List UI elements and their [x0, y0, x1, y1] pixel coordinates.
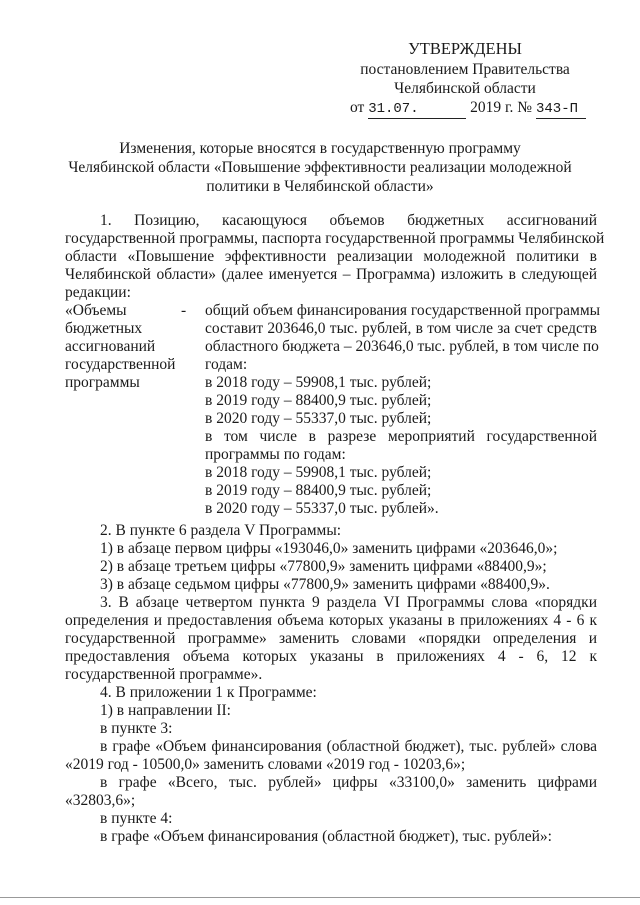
item3-line-1: 3. В абзаце четвертом пункта 9 раздела VI Программы слова «порядки — [100, 594, 597, 611]
approval-line-2: Челябинской области — [394, 80, 536, 97]
approval-number: 343-П — [536, 100, 586, 119]
item4-line-6: в графе «Всего, тыс. рублей» цифры «33100,0» заменить цифрами — [100, 774, 597, 791]
table-right-9: программы по годам: — [205, 446, 346, 463]
heading-line-1: Изменения, которые вносятся в государственную программу — [119, 140, 521, 157]
table-right-5: в 2018 году – 59908,1 тыс. рублей; — [205, 374, 432, 391]
approval-title: УТВЕРЖДЕНЫ — [408, 39, 522, 58]
table-right-3: областного бюджета – 203646,0 тыс. рублей, в том числе по — [205, 338, 599, 355]
table-right-8: в том числе в разрезе мероприятий государственной — [205, 428, 597, 445]
heading-line-3: политики в Челябинской области» — [206, 178, 434, 195]
table-right-4: годам: — [205, 356, 248, 373]
item4-line-2: 1) в направлении II: — [100, 702, 231, 719]
item4-line-3: в пункте 3: — [100, 720, 173, 737]
item1-line-5: редакции: — [65, 284, 131, 301]
item2-line-3: 2) в абзаце третьем цифры «77800,9» заменить цифрами «88400,9»; — [100, 558, 547, 575]
table-right-10: в 2018 году – 59908,1 тыс. рублей; — [205, 464, 432, 481]
item2-line-4: 3) в абзаце седьмом цифры «77800,9» заменить цифрами «88400,9». — [100, 576, 550, 593]
table-left-4: государственной — [65, 356, 176, 373]
approval-date-prefix: от — [350, 99, 365, 116]
table-right-12: в 2020 году – 55337,0 тыс. рублей». — [205, 500, 439, 517]
table-right-7: в 2020 году – 55337,0 тыс. рублей; — [205, 410, 432, 427]
item1-line-1: 1. Позицию, касающуюся объемов бюджетных ассигнований — [100, 212, 597, 229]
item3-line-4: предоставления объема которых указаны в приложениях 4 - 6, 12 к — [65, 648, 597, 665]
table-left-2: бюджетных — [65, 320, 143, 337]
item3-line-3: государственной программе» заменить словами «порядки определения и — [65, 630, 597, 647]
table-left-5: программы — [65, 374, 140, 391]
item2-line-1: 2. В пункте 6 раздела V Программы: — [100, 522, 342, 539]
item3-line-5: государственной программе». — [65, 666, 263, 683]
table-left-3: ассигнований — [65, 338, 156, 355]
item1-line-4: Челябинской области» (далее именуется – Программа) изложить в следующей — [65, 266, 597, 283]
item1-line-2: государственной программы, паспорта государственной программы Челябинской — [65, 230, 605, 247]
item4-line-9: в графе «Объем финансирования (областной бюджет), тыс. рублей»: — [100, 828, 552, 845]
table-right-1: общий объем финансирования государственной программы — [205, 302, 601, 319]
approval-line-1: постановлением Правительства — [360, 61, 570, 78]
table-right-6: в 2019 году – 88400,9 тыс. рублей; — [205, 392, 432, 409]
item4-line-7: «32803,6»; — [65, 792, 136, 809]
table-dash: - — [181, 302, 187, 319]
item2-line-2: 1) в абзаце первом цифры «193046,0» заменить цифрами «203646,0»; — [100, 540, 558, 557]
item3-line-2: определения и предоставления объема которых указаны в приложениях 4 - 6 к — [65, 612, 597, 629]
approval-date-value: 31.07. — [368, 100, 466, 119]
page-bottom-edge — [0, 897, 640, 898]
approval-year: 2019 г. № — [470, 99, 533, 116]
table-left-1: «Объемы — [65, 302, 127, 319]
approval-date-line — [350, 99, 586, 119]
heading-line-2: Челябинской области «Повышение эффективности реализации молодежной — [68, 159, 572, 176]
table-right-11: в 2019 году – 88400,9 тыс. рублей; — [205, 482, 432, 499]
item1-line-3: области «Повышение эффективности реализации молодежной политики в — [65, 248, 597, 265]
item4-line-5: «2019 год - 10500,0» заменить словами «2019 год - 10203,6»; — [65, 756, 466, 773]
item4-line-1: 4. В приложении 1 к Программе: — [100, 684, 317, 701]
item4-line-4: в графе «Объем финансирования (областной бюджет), тыс. рублей» слова — [100, 738, 597, 755]
item4-line-8: в пункте 4: — [100, 810, 173, 827]
table-right-2: составит 203646,0 тыс. рублей, в том числе за счет средств — [205, 320, 597, 337]
